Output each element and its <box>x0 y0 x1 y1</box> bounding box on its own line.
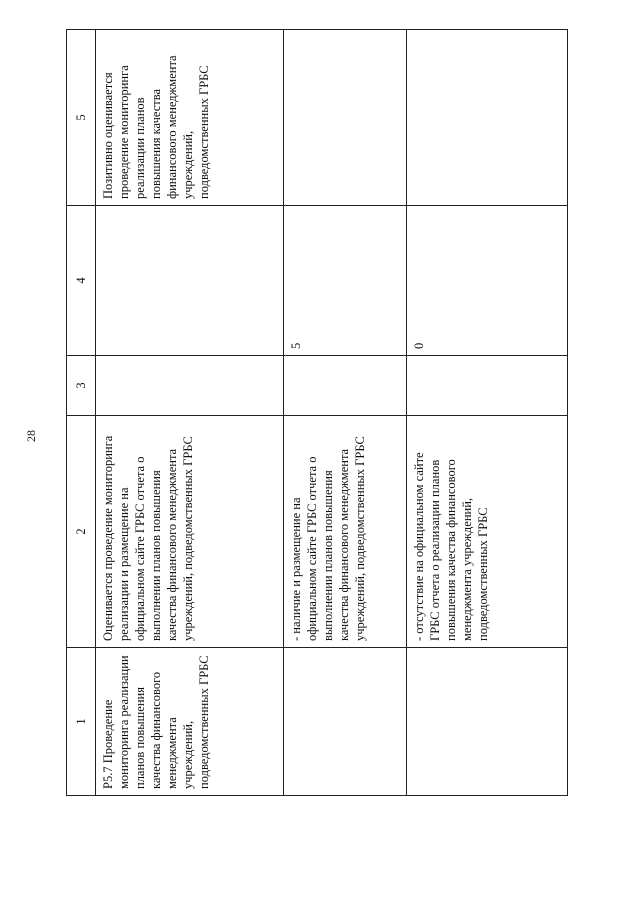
table-row <box>407 30 568 796</box>
empty-cell <box>284 648 407 796</box>
empty-cell <box>284 30 407 206</box>
page-number: 28 <box>24 430 38 442</box>
empty-cell <box>407 648 568 796</box>
score-cell: 0 <box>407 206 568 356</box>
empty-cell <box>407 356 568 416</box>
indicator-description-cell: Оценивается проведение мониторинга реализации и размещение на официальном сайте ГРБС отчета о выполнении планов повышения качества финансового менеджмента учреждений, подведомственных ГРБС <box>96 416 284 648</box>
empty-cell <box>284 356 407 416</box>
header-col-1: 1 <box>67 648 96 796</box>
header-row <box>67 30 96 796</box>
empty-cell <box>407 30 568 206</box>
criteria-table <box>66 29 568 796</box>
table-row <box>96 30 284 796</box>
empty-cell <box>96 356 284 416</box>
header-col-5: 5 <box>67 30 96 206</box>
score-cell <box>96 206 284 356</box>
header-col-4: 4 <box>67 206 96 356</box>
rotated-table-container <box>66 30 568 796</box>
comment-cell: Позитивно оценивается проведение мониторинга реализации планов повышения качества финансового менеджмента учреждений, подведомственных ГРБС <box>96 30 284 206</box>
condition-cell: - наличие и размещение на официальном сайте ГРБС отчета о выполнении планов повышения качества финансового менеджмента учреждений, подведомственных ГРБС <box>284 416 407 648</box>
header-col-3: 3 <box>67 356 96 416</box>
score-cell: 5 <box>284 206 407 356</box>
header-col-2: 2 <box>67 416 96 648</box>
condition-cell: - отсутствие на официальном сайте ГРБС отчета о реализации планов повышения качества финансового менеджмента учреждений, подведомственных ГРБС <box>407 416 568 648</box>
table-row <box>284 30 407 796</box>
indicator-name-cell: Р5.7 Проведение мониторинга реализации планов повышения качества финансового менеджмента учреждений, подведомственных ГРБС <box>96 648 284 796</box>
